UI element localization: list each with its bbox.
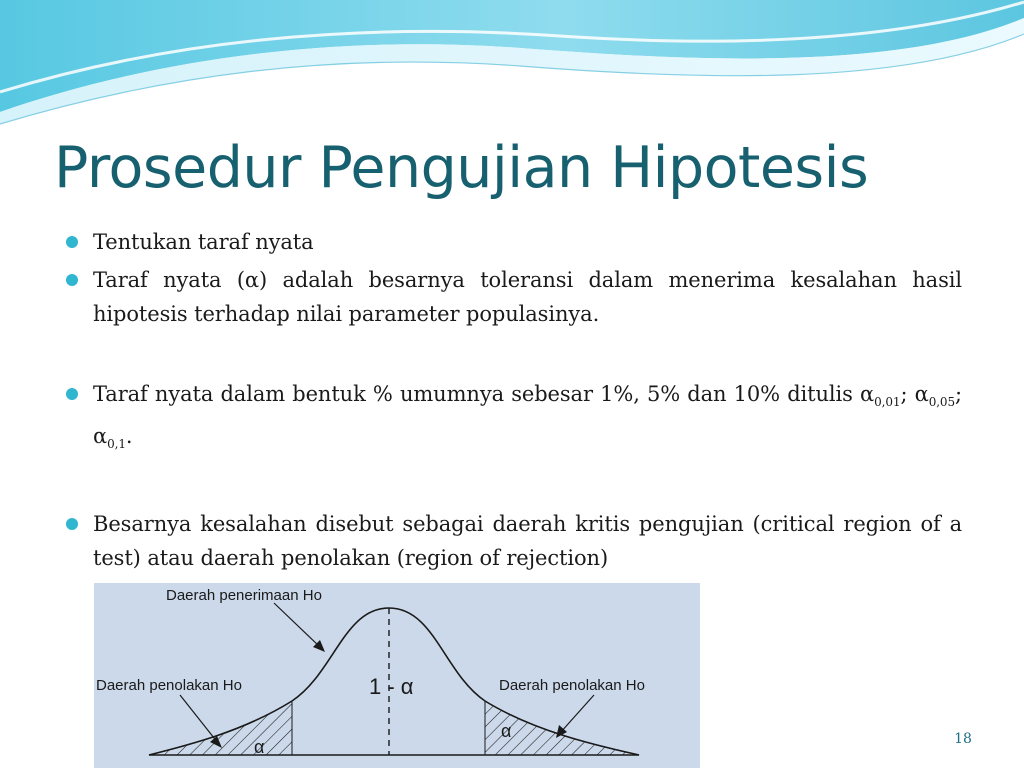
bullet-text-2: Taraf nyata (α) adalah besarnya toleransi dalam menerima kesalahan hasil hipotesis terhadap nilai parameter populasinya. [93,268,962,326]
bullet-dot-icon [66,518,78,530]
page-number: 18 [954,731,972,747]
bullet-dot-icon [66,388,78,400]
label-alpha-left: α [254,737,265,757]
bullet-item-3 [66,377,962,461]
bullet-item-1 [66,225,962,259]
label-reject-left: Daerah penolakan Ho [96,677,242,694]
alpha-subscript-3: 0,1 [107,437,126,452]
header-wave-decoration [0,0,1024,130]
alpha-separator-2: ; [955,382,962,406]
alpha-separator-1: ; [900,382,915,406]
label-reject-right: Daerah penolakan Ho [499,677,645,694]
label-center: 1 - α [369,674,414,699]
alpha-symbol-2: α [914,382,929,406]
bullet-text-4: Besarnya kesalahan disebut sebagai daerah kritis pengujian (critical region of a test) atau daerah penolakan (region of rejection) [93,512,962,571]
bullet-dot-icon [66,274,78,286]
alpha-subscript-2: 0,05 [928,395,956,410]
label-alpha-right: α [501,721,512,741]
alpha-symbol-1: α [860,382,875,406]
normal-distribution-figure [94,583,700,768]
alpha-subscript-1: 0,01 [874,395,901,410]
bullet-text-3: Taraf nyata dalam bentuk % umumnya sebesar 1%, 5% dan 10% ditulis [93,382,853,406]
alpha-end: . [125,424,133,449]
bullet-text-1: Tentukan taraf nyata [93,230,314,254]
bullet-item-2 [66,263,962,331]
label-accept: Daerah penerimaan Ho [166,587,322,604]
alpha-symbol-3: α [93,424,108,449]
bullet-item-4 [66,507,962,575]
bullet-list [66,225,962,575]
slide-title: Prosedur Pengujian Hipotesis [54,135,869,201]
bullet-dot-icon [66,236,78,248]
